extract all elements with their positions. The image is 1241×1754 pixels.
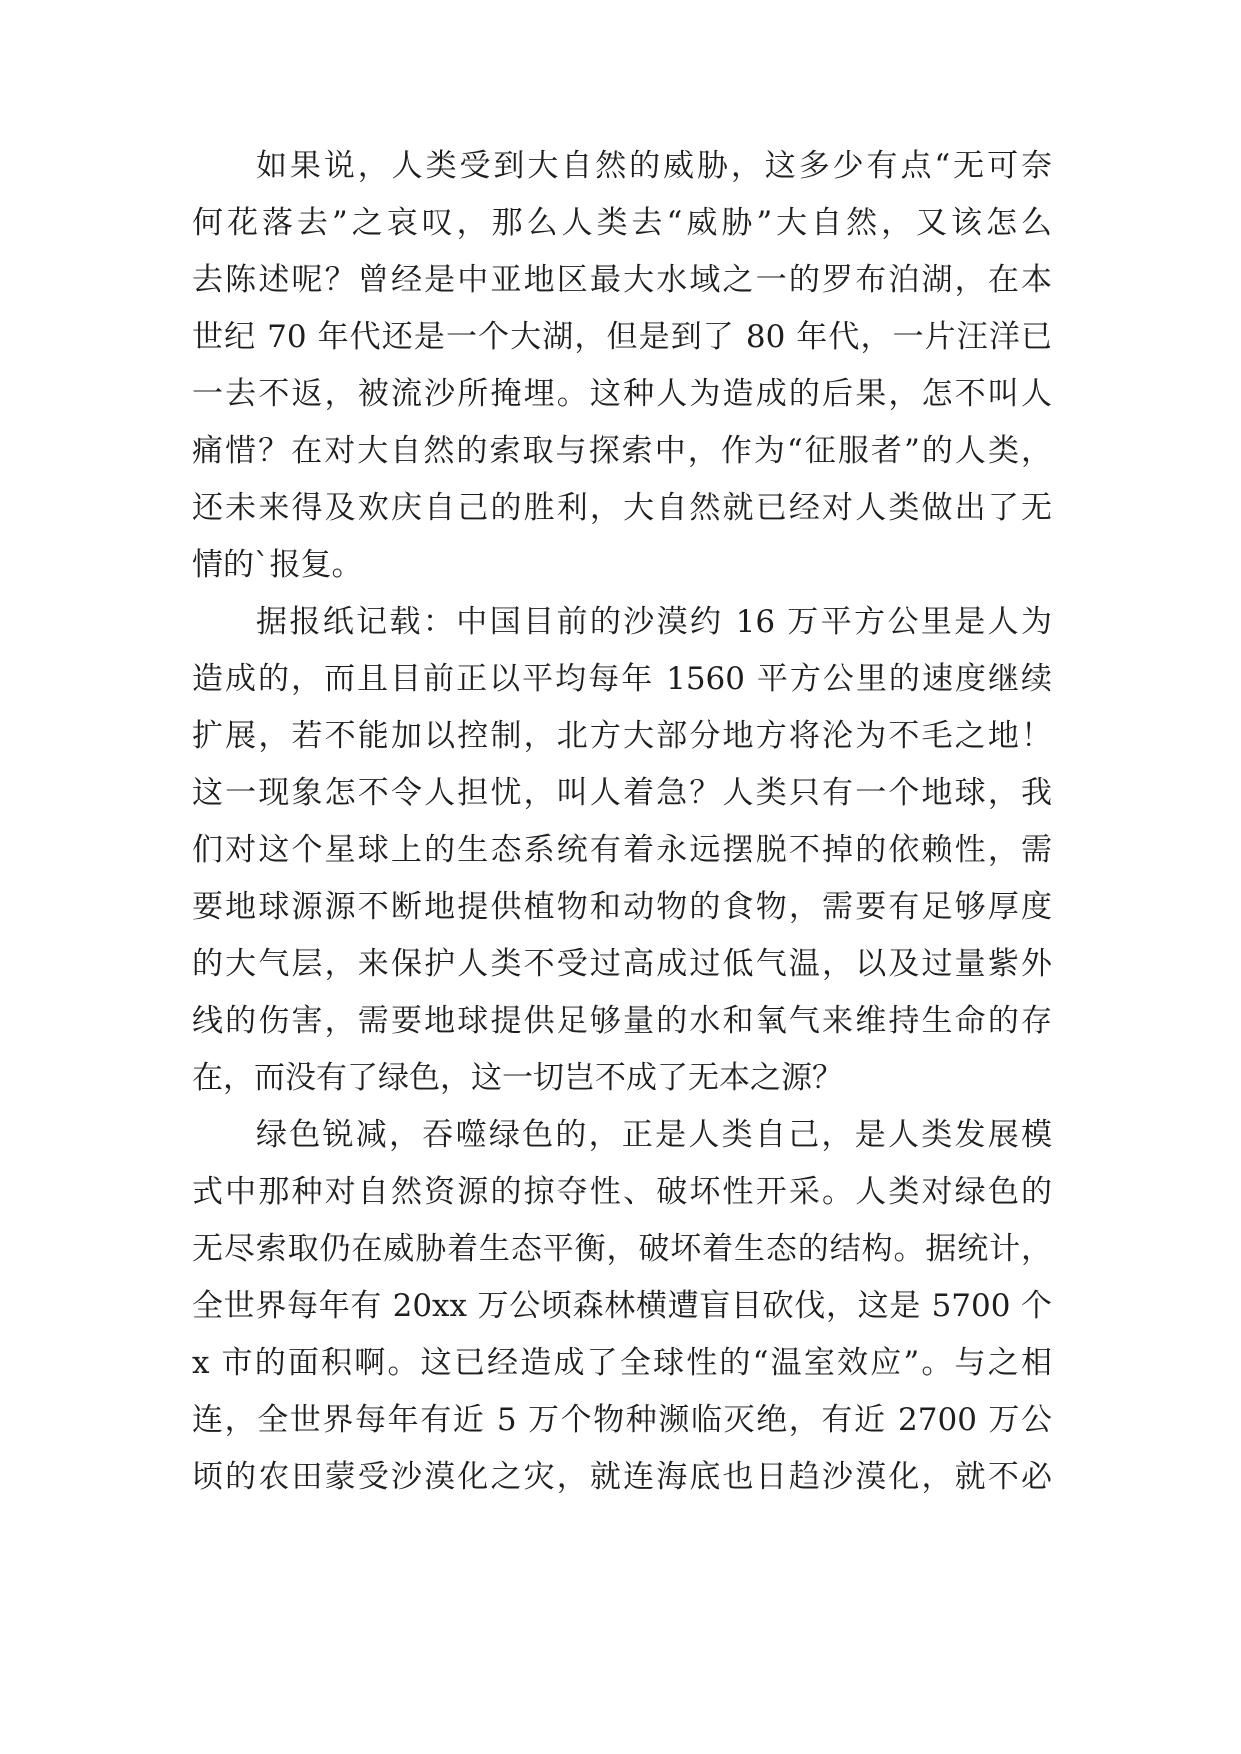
paragraph-1-line-1: 如果说，人类受到大自然的威胁，这多少有点“无可奈 bbox=[256, 148, 1052, 184]
paragraph-1-line-3: 去陈述呢？曾经是中亚地区最大水域之一的罗布泊湖，在本 bbox=[192, 262, 1052, 298]
paragraph-2-line-9: 在，而没有了绿色，这一切岂不成了无本之源？ bbox=[192, 1060, 843, 1096]
paragraph-3-line-2: 式中那种对自然资源的掠夺性、破坏性开采。人类对绿色的 bbox=[192, 1174, 1052, 1210]
paragraph-3-line-6: 连，全世界每年有近 5 万个物种濒临灭绝，有近 2700 万公 bbox=[192, 1402, 1052, 1438]
paragraph-1-line-4: 世纪 70 年代还是一个大湖，但是到了 80 年代，一片汪洋已 bbox=[192, 319, 1052, 355]
paragraph-1-line-5: 一去不返，被流沙所掩埋。这种人为造成的后果，怎不叫人 bbox=[192, 376, 1052, 412]
paragraph-3-line-5: x 市的面积啊。这已经造成了全球性的“温室效应”。与之相 bbox=[192, 1345, 1052, 1381]
paragraph-2-line-7: 的大气层，来保护人类不受过高成过低气温，以及过量紫外 bbox=[192, 946, 1052, 982]
paragraph-2-line-1: 据报纸记载：中国目前的沙漠约 16 万平方公里是人为 bbox=[256, 604, 1052, 640]
paragraph-2-line-8: 线的伤害，需要地球提供足够量的水和氧气来维持生命的存 bbox=[192, 1003, 1052, 1039]
paragraph-2-line-4: 这一现象怎不令人担忧，叫人着急？人类只有一个地球，我 bbox=[192, 775, 1052, 811]
paragraph-1-line-8: 情的`报复。 bbox=[192, 547, 363, 583]
paragraph-3-line-7: 顷的农田蒙受沙漠化之灾，就连海底也日趋沙漠化，就不必 bbox=[192, 1459, 1052, 1495]
paragraph-2-line-6: 要地球源源不断地提供植物和动物的食物，需要有足够厚度 bbox=[192, 889, 1052, 925]
paragraph-3-line-1: 绿色锐减，吞噬绿色的，正是人类自己，是人类发展模 bbox=[256, 1117, 1052, 1153]
paragraph-3-line-4: 全世界每年有 20xx 万公顷森林横遭盲目砍伐，这是 5700 个 bbox=[192, 1288, 1052, 1324]
paragraph-3-line-3: 无尽索取仍在威胁着生态平衡，破坏着生态的结构。据统计， bbox=[192, 1231, 1052, 1267]
paragraph-1-line-7: 还未来得及欢庆自己的胜利，大自然就已经对人类做出了无 bbox=[192, 490, 1052, 526]
paragraph-2-line-3: 扩展，若不能加以控制，北方大部分地方将沦为不毛之地！ bbox=[192, 718, 1052, 754]
paragraph-1-line-2: 何花落去”之哀叹，那么人类去“威胁”大自然，又该怎么 bbox=[192, 205, 1052, 241]
paragraph-2-line-5: 们对这个星球上的生态系统有着永远摆脱不掉的依赖性，需 bbox=[192, 832, 1052, 868]
paragraph-2-line-2: 造成的，而且目前正以平均每年 1560 平方公里的速度继续 bbox=[192, 661, 1052, 697]
paragraph-1-line-6: 痛惜？在对大自然的索取与探索中，作为“征服者”的人类， bbox=[192, 433, 1052, 469]
